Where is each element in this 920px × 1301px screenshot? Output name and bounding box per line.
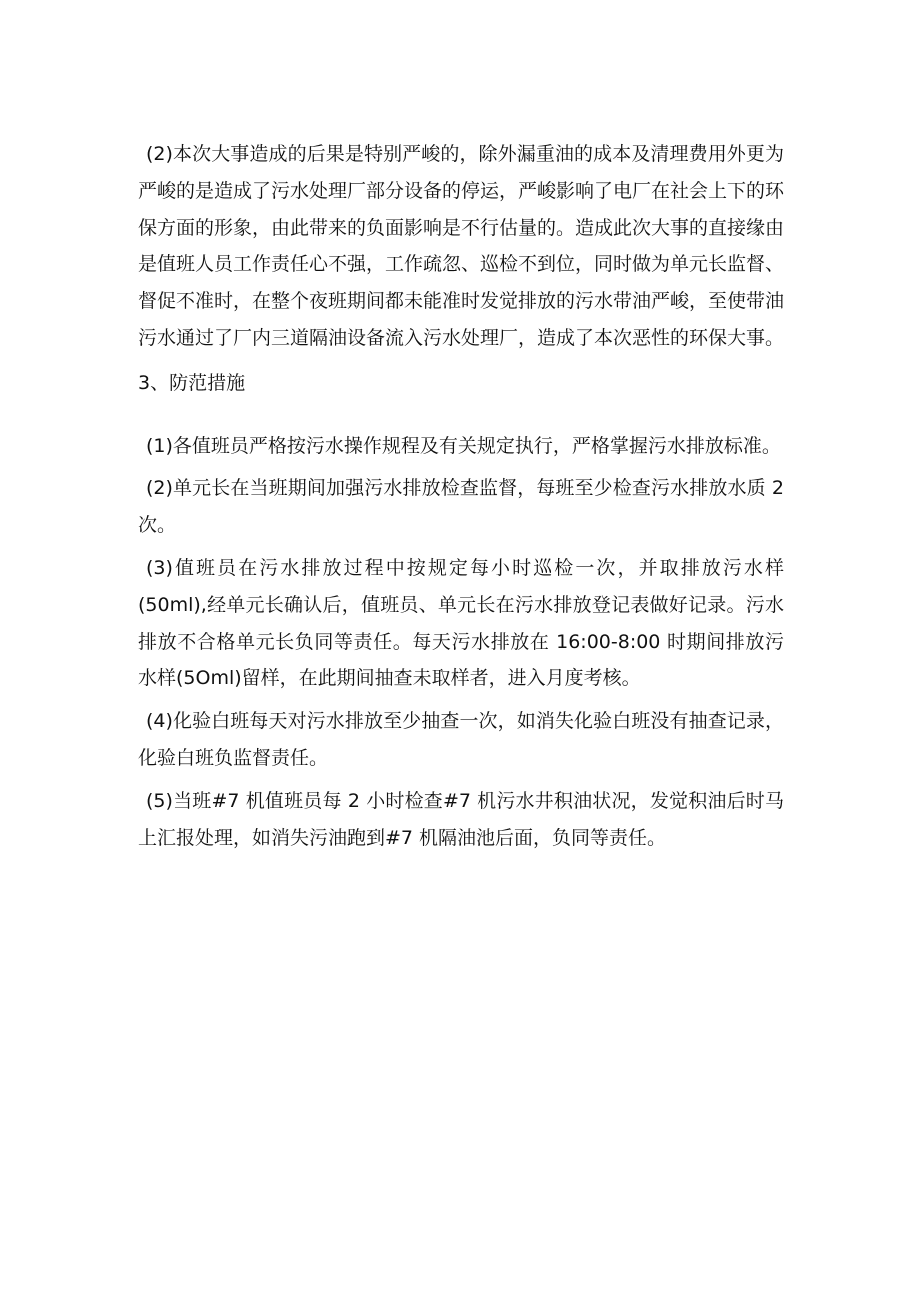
- section-heading-preventive-measures: 3、防范措施: [138, 371, 246, 394]
- measure-item-4: (4)化验白班每天对污水排放至少抽查一次，如消失化验白班没有抽查记录，化验白班负监督责任。: [138, 710, 784, 769]
- measure-item-1: (1)各值班员严格按污水操作规程及有关规定执行，严格掌握污水排放标准。: [146, 434, 781, 457]
- measure-item-5: (5)当班#7 机值班员每 2 小时检查#7 机污水井积油状况，发觉积油后时马上汇报处理，如消失污油跑到#7 机隔油池后面，负同等责任。: [138, 789, 784, 849]
- measure-item-2: (2)单元长在当班期间加强污水排放检查监督，每班至少检查污水排放水质 2 次。: [138, 477, 784, 537]
- paragraph-consequences: (2)本次大事造成的后果是特别严峻的，除外漏重油的成本及清理费用外更为严峻的是造成了污水处理厂部分设备的停运，严峻影响了电厂在社会上下的环保方面的形象，由此带来的负面影响是不行估量的。造成此次大事的直接缘由是值班人员工作责任心不强，工作疏忽、巡检不到位，同时做为单元长监督、督促不准时，在整个夜班期间都未能准时发觉排放的污水带油严峻，至使带油污水通过了厂内三道隔油设备流入污水处理厂，造成了本次恶性的环保大事。: [138, 143, 785, 349]
- measure-item-3: (3)值班员在污水排放过程中按规定每小时巡检一次，并取排放污水样(50ml),经单元长确认后，值班员、单元长在污水排放登记表做好记录。污水排放不合格单元长负同等责任。每天污水排放在 16:00-8:00 时期间排放污水样(5Oml)留样，在此期间抽查未取样者，进入月度考核。: [138, 556, 784, 690]
- document-body: [138, 136, 784, 862]
